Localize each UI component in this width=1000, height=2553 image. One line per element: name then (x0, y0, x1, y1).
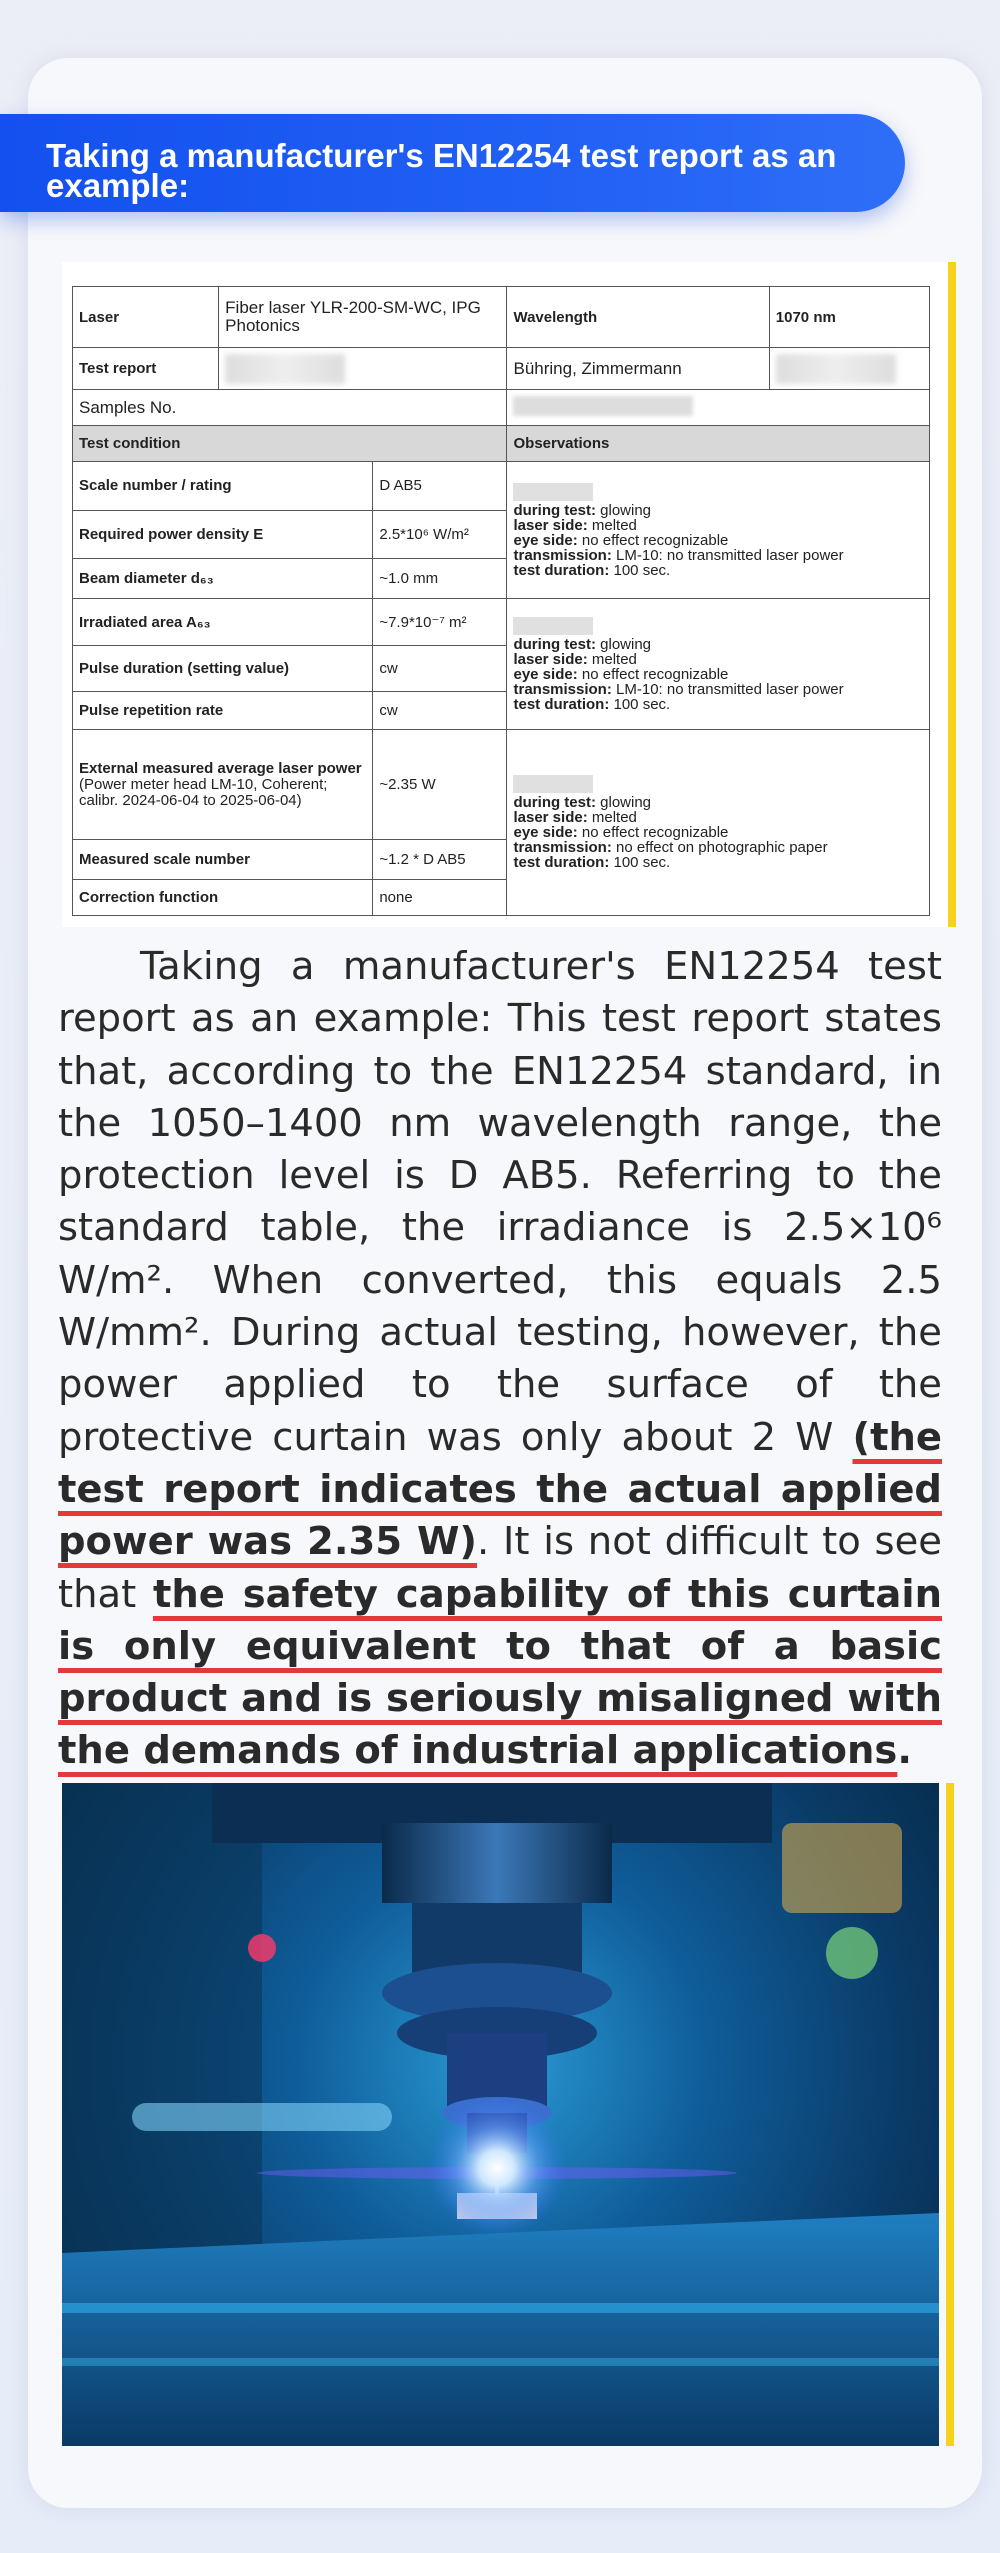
laser-value: Fiber laser YLR-200-SM-WC, IPG Photonics (219, 287, 507, 348)
condition-label: Pulse duration (setting value) (73, 645, 373, 691)
condition-label: Irradiated area A₆₃ (73, 599, 373, 645)
condition-value: ~1.0 mm (373, 559, 507, 599)
body-paragraph: Taking a manufacturer's EN12254 test report as an example: This test report states that, according to the EN12254 standard, in the 1050–1400 nm wavelength range, the protection level is D AB5. Referring to the standard table, the irradiance is 2.5×10⁶ W/m². When converted, this equals 2.5 W/mm². During actual testing, however, the power applied to the surface of the protective curtain was only about 2 W (the test report indicates the actual applied power was 2.35 W). It is not difficult to see that the safety capability of this curtain is only equivalent to that of a basic product and is seriously misaligned with the demands of industrial applications. (58, 944, 942, 1774)
redacted-field (513, 396, 693, 416)
condition-value: none (373, 880, 507, 916)
redacted-field (225, 354, 345, 384)
emphasis-text: the safety capability of this curtain is only equivalent to that of a basic product and is seriously misaligned with the demands of industrial applications (58, 1571, 942, 1774)
condition-value: ~7.9*10⁻⁷ m² (373, 599, 507, 645)
redacted-field (776, 354, 896, 384)
laser-machine-photo (62, 1783, 939, 2446)
test-report-value: Bühring, Zimmermann (507, 348, 769, 390)
section-banner (0, 114, 905, 212)
condition-value: cw (373, 692, 507, 730)
condition-label: Scale number / rating (73, 462, 373, 511)
condition-value: cw (373, 645, 507, 691)
test-report-image (62, 262, 948, 927)
observation-cell: during test: glowing laser side: melted eye side: no effect recognizable transmission: no effect on photographic paper test duration: 100 sec. (507, 730, 930, 916)
banner-title: Taking a manufacturer's EN12254 test report as an example: (46, 137, 837, 204)
condition-label: Pulse repetition rate (73, 692, 373, 730)
test-report-label: Test report (73, 348, 219, 390)
condition-value: ~2.35 W (373, 730, 507, 840)
observation-cell: during test: glowing laser side: melted eye side: no effect recognizable transmission: LM-10: no transmitted laser power test duration: 100 sec. (507, 599, 930, 730)
test-report-table (72, 286, 930, 916)
condition-label: Beam diameter d₆₃ (73, 559, 373, 599)
samples-label: Samples No. (73, 390, 507, 426)
condition-label: Required power density E (73, 510, 373, 559)
test-condition-header: Test condition (73, 426, 507, 462)
condition-value: 2.5*10⁶ W/m² (373, 510, 507, 559)
condition-value: ~1.2 * D AB5 (373, 839, 507, 879)
laser-illustration (62, 1783, 939, 2446)
condition-value: D AB5 (373, 462, 507, 511)
wavelength-value: 1070 nm (769, 287, 929, 348)
accent-bar (948, 262, 956, 927)
condition-label: External measured average laser power (Power meter head LM-10, Coherent; calibr. 2024-06-04 to 2025-06-04) (73, 730, 373, 840)
emphasis-text: (the test report indicates the actual applied power was 2.35 W) (58, 1414, 942, 1565)
condition-label: Measured scale number (73, 839, 373, 879)
wavelength-label: Wavelength (507, 287, 769, 348)
accent-bar (946, 1783, 954, 2446)
condition-label: Correction function (73, 880, 373, 916)
observation-cell: during test: glowing laser side: melted eye side: no effect recognizable transmission: LM-10: no transmitted laser power test duration: 100 sec. (507, 462, 930, 599)
observations-header: Observations (507, 426, 930, 462)
laser-label: Laser (73, 287, 219, 348)
